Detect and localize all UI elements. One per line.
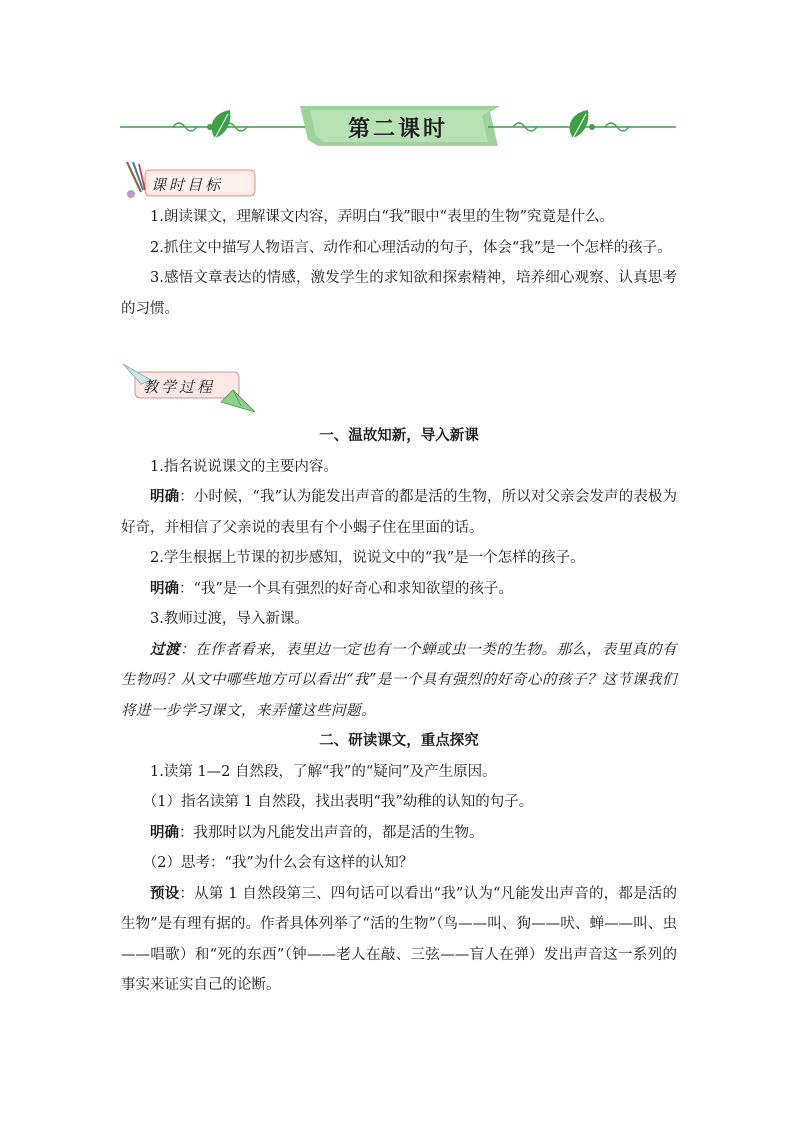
objectives-label <box>121 160 261 200</box>
objective-item: 3.感悟文章表达的情感，激发学生的求知欲和探索精神，培养细心观察、认真思考的习惯。 <box>121 270 677 317</box>
answer-text: ：小时候，“我”认为能发出声音的都是活的生物，所以对父亲会发声的表极为好奇，并相信了父亲说的表里有个小蝎子住在里面的话。 <box>121 489 678 536</box>
objective-item: 1.朗读课文，理解课文内容，弄明白“我”眼中“表里的生物”究竟是什么。 <box>150 209 614 225</box>
section1-answer-2 <box>121 574 677 605</box>
answer-label: 明确 <box>150 579 179 597</box>
objectives-label-text: 课时目标 <box>151 176 224 194</box>
section1-question-3: 3.教师过渡，导入新课。 <box>150 611 309 627</box>
lesson-title-banner <box>118 102 678 152</box>
answer-label: 明确 <box>150 488 180 505</box>
section2-preset <box>121 879 677 1001</box>
section2-answer-1 <box>121 818 677 849</box>
section1-question-1: 1.指名说说课文的主要内容。 <box>150 458 338 475</box>
section1-heading: 一、温故知新，导入新课 <box>319 427 479 444</box>
process-label <box>121 362 261 416</box>
process-label-text: 教学过程 <box>143 378 216 396</box>
section1-answer-1 <box>121 482 677 543</box>
section2-subquestion-1: （1）指名读第 1 自然段，找出表明“我”幼稚的认知的句子。 <box>142 794 534 810</box>
section2-subquestion-2: （2）思考：“我”为什么会有这样的认知？ <box>142 855 414 871</box>
section2-heading: 二、研读课文，重点探究 <box>319 732 479 749</box>
transition-text: ：在作者看来，表里边一定也有一个蝉或虫一类的生物。那么，表里真的有生物吗？从文中哪些地方可以看出“我”是一个具有强烈的好奇心的孩子？这节课我们将进一步学习课文，来弄懂这些问题。 <box>121 641 678 719</box>
answer-label: 明确 <box>150 823 179 841</box>
lesson-title: 第二课时 <box>347 116 448 142</box>
objective-item: 2.抓住文中描写人物语言、动作和心理活动的句子，体会“我”是一个怎样的孩子。 <box>150 239 672 256</box>
preset-label: 预设 <box>150 884 180 902</box>
teaching-process <box>121 421 677 1001</box>
answer-text: ：“我”是一个具有强烈的好奇心和求知欲望的孩子。 <box>179 580 513 597</box>
section1-transition <box>121 635 677 727</box>
section1-question-2: 2.学生根据上节课的初步感知，说说文中的“我”是一个怎样的孩子。 <box>150 550 585 566</box>
section2-question-1: 1.读第 1—2 自然段，了解“我”的“疑问”及产生原因。 <box>150 763 497 780</box>
transition-label: 过渡 <box>150 640 181 658</box>
objectives-list <box>121 202 677 324</box>
answer-text: ：我那时以为凡能发出声音的，都是活的生物。 <box>179 824 484 841</box>
preset-text: ：从第 1 自然段第三、四句话可以看出“我”认为“凡能发出声音的，都是活的生物”是有理有据的。作者具体列举了“活的生物”（鸟——叫、狗——吠、蝉——叫、虫——唱歌）和“死的东西”（钟——老人在敲、三弦——盲人在弹）发出声音这一系列的事实来证实自己的论断。 <box>121 885 678 993</box>
